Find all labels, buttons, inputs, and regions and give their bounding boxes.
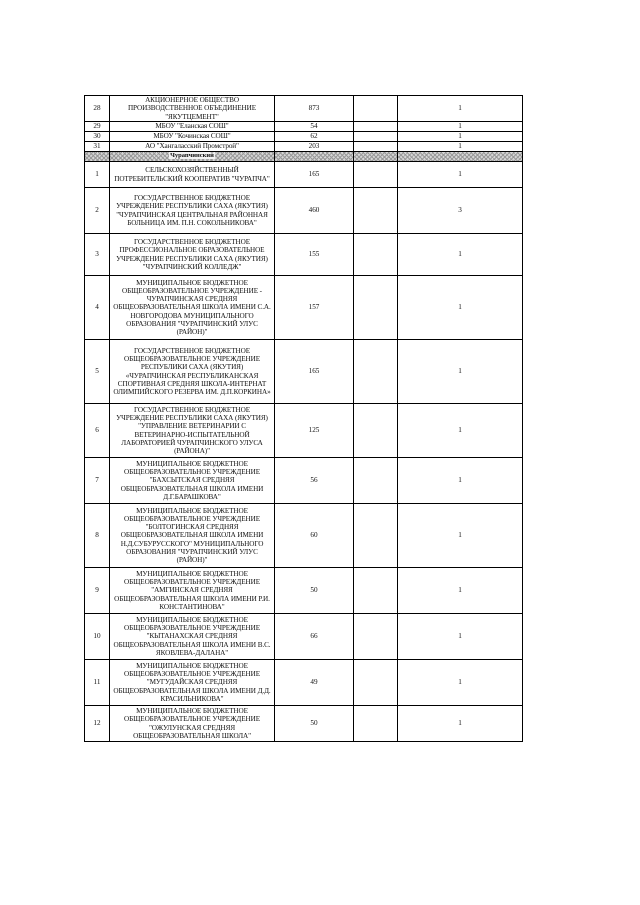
row-count: 1 bbox=[398, 614, 523, 660]
blank-cell bbox=[354, 162, 398, 188]
table-row bbox=[85, 340, 523, 404]
section-filler bbox=[85, 152, 110, 162]
section-filler bbox=[275, 152, 354, 162]
blank-cell bbox=[354, 276, 398, 340]
row-value: 54 bbox=[275, 122, 354, 132]
table-row bbox=[85, 142, 523, 152]
blank-cell bbox=[354, 234, 398, 276]
table-row bbox=[85, 504, 523, 568]
row-value: 873 bbox=[275, 96, 354, 122]
row-number: 8 bbox=[85, 504, 110, 568]
row-value: 165 bbox=[275, 162, 354, 188]
district-name-cell bbox=[110, 152, 275, 162]
blank-cell bbox=[354, 706, 398, 742]
table-row bbox=[85, 660, 523, 706]
row-count: 1 bbox=[398, 660, 523, 706]
table-row bbox=[85, 458, 523, 504]
row-number: 1 bbox=[85, 162, 110, 188]
organization-name: АКЦИОНЕРНОЕ ОБЩЕСТВО ПРОИЗВОДСТВЕННОЕ ОБЪЕДИНЕНИЕ "ЯКУТЦЕМЕНТ" bbox=[110, 96, 275, 122]
blank-cell bbox=[354, 568, 398, 614]
blank-cell bbox=[354, 142, 398, 152]
table-row bbox=[85, 614, 523, 660]
organization-name: МУНИЦИПАЛЬНОЕ БЮДЖЕТНОЕ ОБЩЕОБРАЗОВАТЕЛЬНОЕ УЧРЕЖДЕНИЕ "ОЖУЛУНСКАЯ СРЕДНЯЯ ОБЩЕОБРАЗОВАТЕЛЬНАЯ ШКОЛА" bbox=[110, 706, 275, 742]
row-count: 3 bbox=[398, 188, 523, 234]
table-row bbox=[85, 276, 523, 340]
table-row bbox=[85, 122, 523, 132]
row-value: 62 bbox=[275, 132, 354, 142]
table-row bbox=[85, 188, 523, 234]
row-number: 29 bbox=[85, 122, 110, 132]
row-number: 2 bbox=[85, 188, 110, 234]
blank-cell bbox=[354, 614, 398, 660]
blank-cell bbox=[354, 504, 398, 568]
organization-name: МУНИЦИПАЛЬНОЕ БЮДЖЕТНОЕ ОБЩЕОБРАЗОВАТЕЛЬНОЕ УЧРЕЖДЕНИЕ "БОЛТОГИНСКАЯ СРЕДНЯЯ ОБЩЕОБРАЗОВАТЕЛЬНАЯ ШКОЛА ИМЕНИ Н.Д.СУБУРУССКОГО" МУНИЦИПАЛЬНОГО ОБРАЗОВАНИЯ "ЧУРАПЧИНСКИЙ УЛУС (РАЙОН)" bbox=[110, 504, 275, 568]
row-count: 1 bbox=[398, 142, 523, 152]
row-number: 9 bbox=[85, 568, 110, 614]
row-count: 1 bbox=[398, 458, 523, 504]
row-count: 1 bbox=[398, 504, 523, 568]
row-number: 6 bbox=[85, 404, 110, 458]
organization-name: МУНИЦИПАЛЬНОЕ БЮДЖЕТНОЕ ОБЩЕОБРАЗОВАТЕЛЬНОЕ УЧРЕЖДЕНИЕ "БАХСЫТСКАЯ СРЕДНЯЯ ОБЩЕОБРАЗОВАТЕЛЬНАЯ ШКОЛА ИМЕНИ Д.Г.БАРАШКОВА" bbox=[110, 458, 275, 504]
row-count: 1 bbox=[398, 340, 523, 404]
row-count: 1 bbox=[398, 404, 523, 458]
row-value: 50 bbox=[275, 568, 354, 614]
table-row bbox=[85, 404, 523, 458]
table-row bbox=[85, 568, 523, 614]
organization-name: МУНИЦИПАЛЬНОЕ БЮДЖЕТНОЕ ОБЩЕОБРАЗОВАТЕЛЬНОЕ УЧРЕЖДЕНИЕ "АМГИНСКАЯ СРЕДНЯЯ ОБЩЕОБРАЗОВАТЕЛЬНАЯ ШКОЛА ИМЕНИ Р.И. КОНСТАНТИНОВА" bbox=[110, 568, 275, 614]
row-value: 60 bbox=[275, 504, 354, 568]
row-number: 11 bbox=[85, 660, 110, 706]
organization-name: ГОСУДАРСТВЕННОЕ БЮДЖЕТНОЕ УЧРЕЖДЕНИЕ РЕСПУБЛИКИ САХА (ЯКУТИЯ) "ЧУРАПЧИНСКАЯ ЦЕНТРАЛЬНАЯ РАЙОННАЯ БОЛЬНИЦА ИМ. П.Н. СОКОЛЬНИКОВА" bbox=[110, 188, 275, 234]
row-count: 1 bbox=[398, 162, 523, 188]
organization-name: МБОУ "Кочинская СОШ" bbox=[110, 132, 275, 142]
organization-name: ГОСУДАРСТВЕННОЕ БЮДЖЕТНОЕ ПРОФЕССИОНАЛЬНОЕ ОБРАЗОВАТЕЛЬНОЕ УЧРЕЖДЕНИЕ РЕСПУБЛИКИ САХА (ЯКУТИЯ) "ЧУРАПЧИНСКИЙ КОЛЛЕДЖ" bbox=[110, 234, 275, 276]
row-number: 5 bbox=[85, 340, 110, 404]
table-row bbox=[85, 234, 523, 276]
blank-cell bbox=[354, 132, 398, 142]
blank-cell bbox=[354, 96, 398, 122]
row-value: 66 bbox=[275, 614, 354, 660]
row-count: 1 bbox=[398, 96, 523, 122]
blank-cell bbox=[354, 660, 398, 706]
organization-name: СЕЛЬСКОХОЗЯЙСТВЕННЫЙ ПОТРЕБИТЕЛЬСКИЙ КООПЕРАТИВ "ЧУРАПЧА" bbox=[110, 162, 275, 188]
row-value: 50 bbox=[275, 706, 354, 742]
row-number: 28 bbox=[85, 96, 110, 122]
organization-name: МУНИЦИПАЛЬНОЕ БЮДЖЕТНОЕ ОБЩЕОБРАЗОВАТЕЛЬНОЕ УЧРЕЖДЕНИЕ "КЫТАНАХСКАЯ СРЕДНЯЯ ОБЩЕОБРАЗОВАТЕЛЬНАЯ ШКОЛА ИМЕНИ В.С. ЯКОВЛЕВА-ДАЛАНА" bbox=[110, 614, 275, 660]
organization-name: МУНИЦИПАЛЬНОЕ БЮДЖЕТНОЕ ОБЩЕОБРАЗОВАТЕЛЬНОЕ УЧРЕЖДЕНИЕ - ЧУРАПЧИНСКАЯ СРЕДНЯЯ ОБЩЕОБРАЗОВАТЕЛЬНАЯ ШКОЛА ИМЕНИ С.А. НОВГОРОДОВА МУНИЦИПАЛЬНОГО ОБРАЗОВАНИЯ "ЧУРАПЧИНСКИЙ УЛУС (РАЙОН)" bbox=[110, 276, 275, 340]
row-count: 1 bbox=[398, 706, 523, 742]
organization-name: АО "Хангаласский Промстрой" bbox=[110, 142, 275, 152]
row-count: 1 bbox=[398, 568, 523, 614]
table-row bbox=[85, 132, 523, 142]
row-value: 49 bbox=[275, 660, 354, 706]
row-value: 157 bbox=[275, 276, 354, 340]
blank-cell bbox=[354, 340, 398, 404]
district-name: Чурапчинский bbox=[170, 152, 214, 160]
row-value: 125 bbox=[275, 404, 354, 458]
table-row bbox=[85, 706, 523, 742]
row-count: 1 bbox=[398, 234, 523, 276]
row-count: 1 bbox=[398, 122, 523, 132]
row-value: 203 bbox=[275, 142, 354, 152]
row-number: 31 bbox=[85, 142, 110, 152]
row-value: 460 bbox=[275, 188, 354, 234]
registry-table bbox=[84, 95, 523, 742]
blank-cell bbox=[354, 122, 398, 132]
row-value: 165 bbox=[275, 340, 354, 404]
row-number: 10 bbox=[85, 614, 110, 660]
row-number: 3 bbox=[85, 234, 110, 276]
blank-cell bbox=[354, 458, 398, 504]
row-count: 1 bbox=[398, 276, 523, 340]
row-number: 30 bbox=[85, 132, 110, 142]
organization-name: МУНИЦИПАЛЬНОЕ БЮДЖЕТНОЕ ОБЩЕОБРАЗОВАТЕЛЬНОЕ УЧРЕЖДЕНИЕ "МУГУДАЙСКАЯ СРЕДНЯЯ ОБЩЕОБРАЗОВАТЕЛЬНАЯ ШКОЛА ИМЕНИ Д.Д. КРАСИЛЬНИКОВА" bbox=[110, 660, 275, 706]
organization-name: ГОСУДАРСТВЕННОЕ БЮДЖЕТНОЕ УЧРЕЖДЕНИЕ РЕСПУБЛИКИ САХА (ЯКУТИЯ) "УПРАВЛЕНИЕ ВЕТЕРИНАРИИ С ВЕТЕРИНАРНО-ИСПЫТАТЕЛЬНОЙ ЛАБОРАТОРИЕЙ ЧУРАПЧИНСКОГО УЛУСА (РАЙОНА)" bbox=[110, 404, 275, 458]
row-value: 56 bbox=[275, 458, 354, 504]
table-row bbox=[85, 162, 523, 188]
row-number: 12 bbox=[85, 706, 110, 742]
section-filler bbox=[398, 152, 523, 162]
row-value: 155 bbox=[275, 234, 354, 276]
organization-name: ГОСУДАРСТВЕННОЕ БЮДЖЕТНОЕ ОБЩЕОБРАЗОВАТЕЛЬНОЕ УЧРЕЖДЕНИЕ РЕСПУБЛИКИ САХА (ЯКУТИЯ) «ЧУРАПЧИНСКАЯ РЕСПУБЛИКАНСКАЯ СПОРТИВНАЯ СРЕДНЯЯ ШКОЛА-ИНТЕРНАТ ОЛИМПИЙСКОГО РЕЗЕРВА ИМ. Д.П.КОРКИНА» bbox=[110, 340, 275, 404]
row-count: 1 bbox=[398, 132, 523, 142]
district-section-row bbox=[85, 152, 523, 162]
row-number: 4 bbox=[85, 276, 110, 340]
section-filler bbox=[354, 152, 398, 162]
blank-cell bbox=[354, 188, 398, 234]
organization-name: МБОУ "Еланская СОШ" bbox=[110, 122, 275, 132]
row-number: 7 bbox=[85, 458, 110, 504]
blank-cell bbox=[354, 404, 398, 458]
table-row bbox=[85, 96, 523, 122]
